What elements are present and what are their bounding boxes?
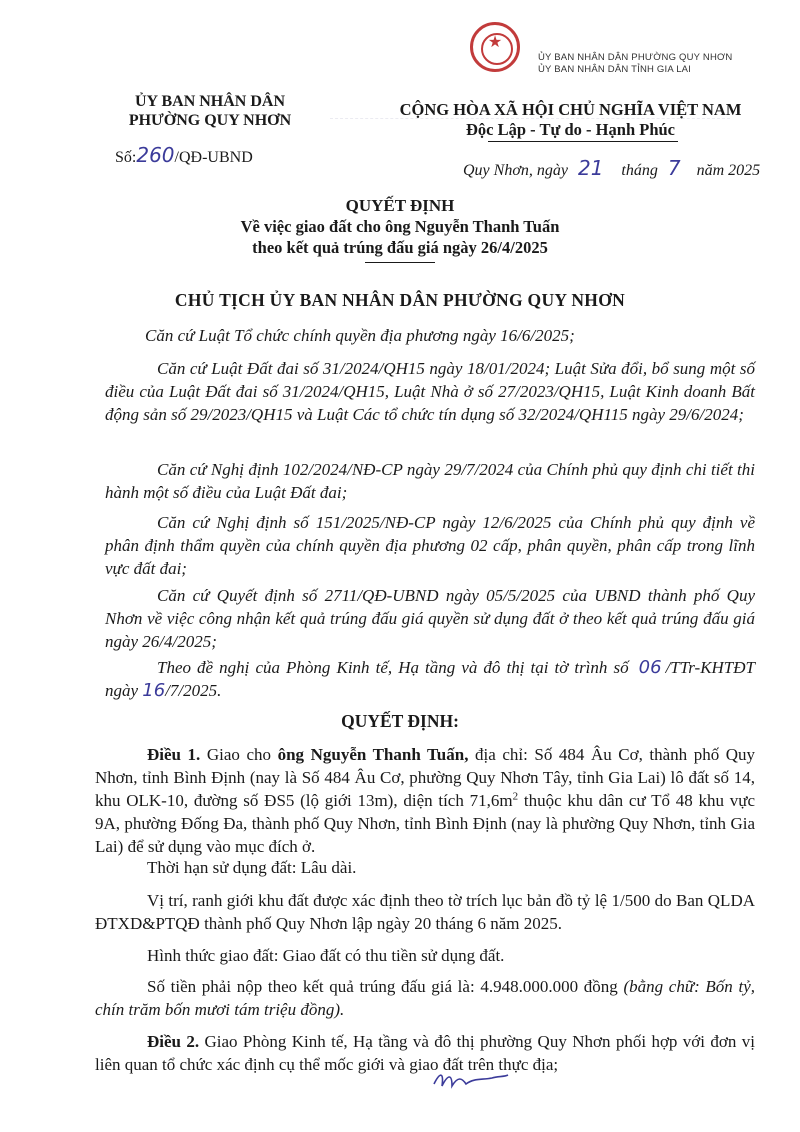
date-prefix: Quy Nhơn, ngày (463, 162, 568, 179)
proposal-number-handwritten: 06 (638, 657, 662, 678)
proposal-text-mid: /TTr-KHTĐT ngày (105, 658, 755, 700)
date-day-handwritten: 21 (577, 156, 604, 180)
payment-text: Số tiền phải nộp theo kết quả trúng đấu giá là: 4.948.000.000 đồng (147, 977, 618, 996)
article-1-label: Điều 1. (147, 745, 201, 764)
date-month-handwritten: 7 (667, 156, 681, 180)
issue-date (463, 156, 773, 180)
allocation-form: Hình thức giao đất: Giao đất có thu tiền sử dụng đất. (147, 946, 505, 965)
number-suffix: /QĐ-UBND (174, 149, 253, 166)
document-title: QUYẾT ĐỊNH (345, 196, 455, 215)
national-title: CỘNG HÒA XÃ HỘI CHỦ NGHĨA VIỆT NAM (399, 100, 742, 119)
legal-basis-2: Căn cứ Luật Đất đai số 31/2024/QH15 ngày 18/01/2024; Luật Sửa đổi, bổ sung một số điều của Luật Đất đai số 31/2024/QH15, Luật Nhà ở số 27/2023/QH15, Luật Kinh doanh Bất động sản số 29/2023/QH15 và Luật Các tổ chức tín dụng số 32/2024/QH115 ngày 29/6/2024; (105, 359, 755, 424)
article-1-text-b: thuộc khu dân cư Tổ 48 khu vực 9A, phường Đống Đa, thành phố Quy Nhơn, tỉnh Bình Định (nay là phường Quy Nhơn, tỉnh Gia Lai) để sử dụng vào mục đích ở. (95, 791, 755, 856)
legal-basis-3: Căn cứ Nghị định 102/2024/NĐ-CP ngày 29/7/2024 của Chính phủ quy định chi tiết thi hành một số điều của Luật Đất đai; (105, 460, 755, 502)
land-location: Vị trí, ranh giới khu đất được xác định theo tờ trích lục bản đồ tỷ lệ 1/500 do Ban QLDA ĐTXD&PTQĐ thành phố Quy Nhơn lập ngày 20 tháng 6 năm 2025. (95, 891, 755, 933)
document-subtitle-1: Về việc giao đất cho ông Nguyễn Thanh Tuấn (240, 217, 560, 236)
stamp-line-1: ỦY BAN NHÂN DÂN PHƯỜNG QUY NHƠN (538, 52, 733, 63)
legal-basis-5: Căn cứ Quyết định số 2711/QĐ-UBND ngày 05/5/2025 của UBND thành phố Quy Nhơn về việc công nhận kết quả trúng đấu giá quyền sử dụng đất ở theo kết quả trúng đấu giá ngày 26/4/2025; (105, 586, 755, 651)
stamp-line-2: ỦY BAN NHÂN DÂN TỈNH GIA LAI (538, 64, 692, 75)
national-emblem-icon: ★ (470, 22, 520, 72)
proposal-text-before: Theo đề nghị của Phòng Kinh tế, Hạ tầng và đô thị tại tờ trình số (157, 658, 629, 677)
number-handwritten: 260 (136, 143, 175, 167)
issuing-org-line-1: ỦY BAN NHÂN DÂN (134, 93, 286, 110)
date-mid: tháng (621, 162, 658, 179)
article-1-text-a: địa chỉ: Số 484 Âu Cơ, thành phố Quy Nhơn, tỉnh Bình Định (nay là Số 484 Âu Cơ, phường Quy Nhơn Tây, tỉnh Gia Lai) lô đất số 14, khu OLK-10, đường số ĐS5 (lộ giới 13m), diện tích 71,6m (95, 745, 756, 810)
legal-basis-4: Căn cứ Nghị định số 151/2025/NĐ-CP ngày 12/6/2025 của Chính phủ quy định về phân định thẩm quyền của chính quyền địa phương 02 cấp, phân quyền, phân cấp trong lĩnh vực đất đai; (105, 513, 755, 578)
payment-words: (bằng chữ: Bốn tỷ, chín trăm bốn mươi tám triệu đồng). (95, 977, 755, 1019)
number-prefix: Số: (115, 149, 137, 166)
proposal-day-handwritten: 16 (142, 680, 166, 701)
area-unit-superscript: 2 (512, 790, 519, 803)
article-2-text: Giao Phòng Kinh tế, Hạ tầng và đô thị phường Quy Nhơn phối hợp với đơn vị liên quan tổ chức xác định cụ thể mốc giới và giao đất trên thực địa; (95, 1032, 755, 1074)
proposal-text-after: /7/2025. (165, 681, 222, 700)
national-motto: Độc Lập - Tự do - Hạnh Phúc (465, 120, 675, 139)
proposal-basis (105, 656, 755, 702)
payment-amount (95, 975, 755, 1021)
legal-basis-1: Căn cứ Luật Tổ chức chính quyền địa phương ngày 16/6/2025; (145, 326, 575, 345)
grantee-name: ông Nguyễn Thanh Tuấn, (277, 745, 469, 764)
title-underline (365, 262, 435, 263)
decide-heading: QUYẾT ĐỊNH: (341, 711, 459, 731)
motto-underline (488, 141, 678, 142)
article-1-lead: Giao cho (206, 745, 272, 764)
land-use-term: Thời hạn sử dụng đất: Lâu dài. (147, 858, 357, 877)
date-suffix: năm 2025 (696, 162, 761, 179)
initials-signature (430, 1066, 510, 1092)
document-subtitle-2: theo kết quả trúng đấu giá ngày 26/4/2025 (252, 238, 548, 257)
article-2 (95, 1030, 755, 1076)
article-2-label: Điều 2. (147, 1032, 200, 1051)
article-1 (95, 743, 755, 858)
document-number (115, 143, 345, 167)
authority-heading: CHỦ TỊCH ỦY BAN NHÂN DÂN PHƯỜNG QUY NHƠN (174, 290, 626, 310)
issuing-org-line-2: PHƯỜNG QUY NHƠN (128, 112, 292, 129)
